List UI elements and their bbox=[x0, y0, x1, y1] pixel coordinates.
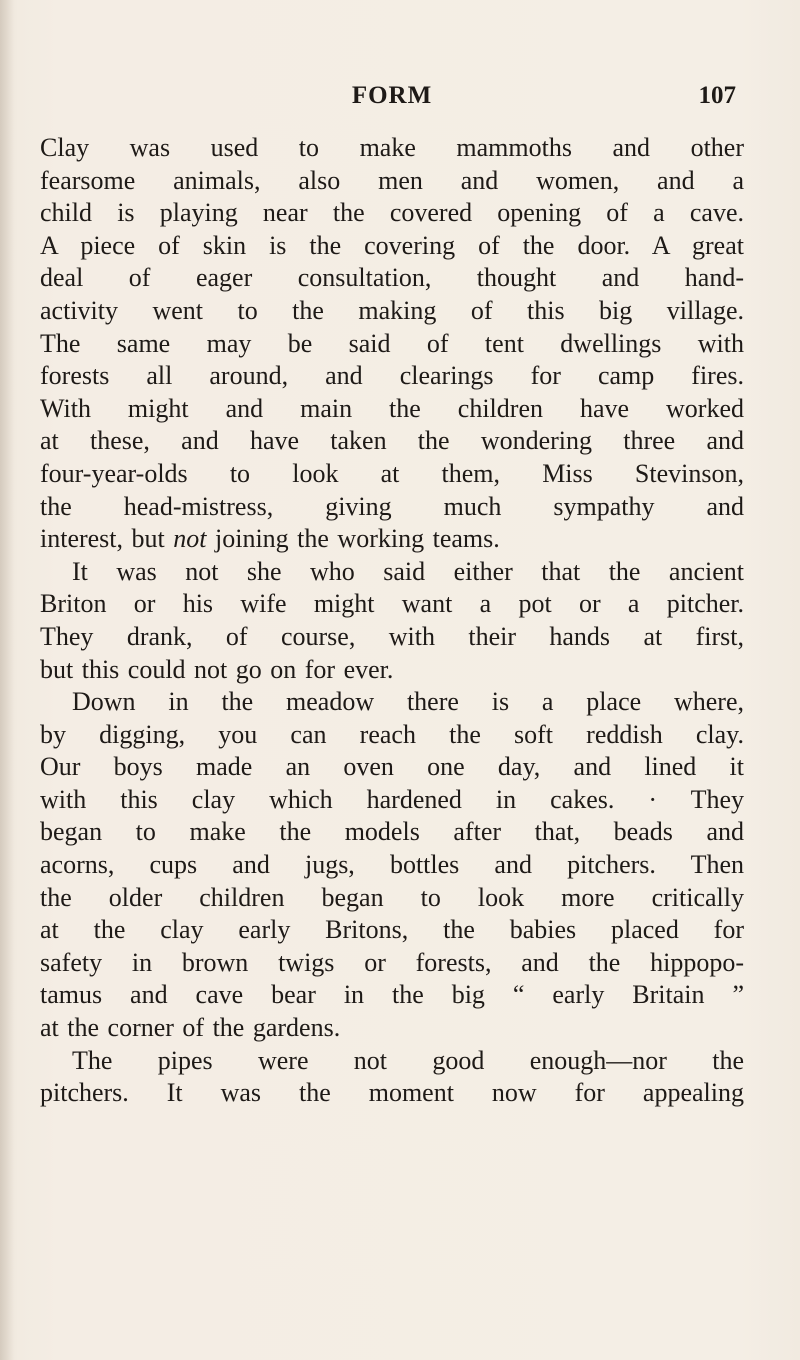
text-line: at these, and have taken the wondering three and bbox=[40, 426, 744, 456]
text-line: deal of eager consultation, thought and hand- bbox=[40, 263, 744, 293]
text-line: four-year-olds to look at them, Miss Stevinson, bbox=[40, 458, 744, 488]
text-line: They drank, of course, with their hands at first, bbox=[40, 621, 744, 651]
text-line: but this could not go on for ever. bbox=[40, 654, 394, 684]
text-line: the older children began to look more critically bbox=[40, 882, 744, 912]
text-line: the head-mistress, giving much sympathy and bbox=[40, 491, 744, 521]
text-line: by digging, you can reach the soft reddish clay. bbox=[40, 719, 744, 749]
text-line: with this clay which hardened in cakes. · They bbox=[40, 784, 744, 814]
paragraph-first-line: Down in the meadow there is a place where, bbox=[72, 687, 744, 717]
paragraph-first-line: The pipes were not good enough—nor the bbox=[72, 1045, 744, 1075]
text-line: Our boys made an oven one day, and lined it bbox=[40, 752, 744, 782]
running-head bbox=[40, 82, 744, 122]
text-line: acorns, cups and jugs, bottles and pitchers. Then bbox=[40, 850, 744, 880]
emphasis-not: not bbox=[173, 524, 207, 554]
text-line: Clay was used to make mammoths and other bbox=[40, 133, 744, 162]
text-line: safety in brown twigs or forests, and the hippopo- bbox=[40, 947, 744, 977]
text-line: forests all around, and clearings for camp fires. bbox=[40, 361, 744, 391]
page-number: 107 bbox=[698, 82, 736, 109]
running-head-title: FORM bbox=[351, 82, 433, 109]
page-gutter-shadow bbox=[0, 0, 14, 1360]
text-line: The same may be said of tent dwellings with bbox=[40, 328, 744, 358]
text-line: began to make the models after that, beads and bbox=[40, 817, 744, 847]
text-line: at the clay early Britons, the babies placed for bbox=[40, 915, 744, 945]
text-line: pitchers. It was the moment now for appealing bbox=[40, 1078, 744, 1108]
text-line: With might and main the children have worked bbox=[40, 393, 744, 423]
text-line: Briton or his wife might want a pot or a pitcher. bbox=[40, 589, 744, 619]
text-line: tamus and cave bear in the big “ early Britain ” bbox=[40, 980, 744, 1010]
text-line: child is playing near the covered opening of a cave. bbox=[40, 198, 744, 228]
text-line: activity went to the making of this big village. bbox=[40, 295, 744, 325]
text-line: at the corner of the gardens. bbox=[40, 1013, 341, 1043]
text-line: A piece of skin is the covering of the door. A great bbox=[40, 230, 744, 260]
text-line: interest, but not joining the working teams. bbox=[40, 524, 500, 554]
paragraph-first-line: It was not she who said either that the ancient bbox=[72, 556, 744, 586]
text-line: fearsome animals, also men and women, and a bbox=[40, 165, 744, 195]
body-text bbox=[40, 132, 744, 1110]
